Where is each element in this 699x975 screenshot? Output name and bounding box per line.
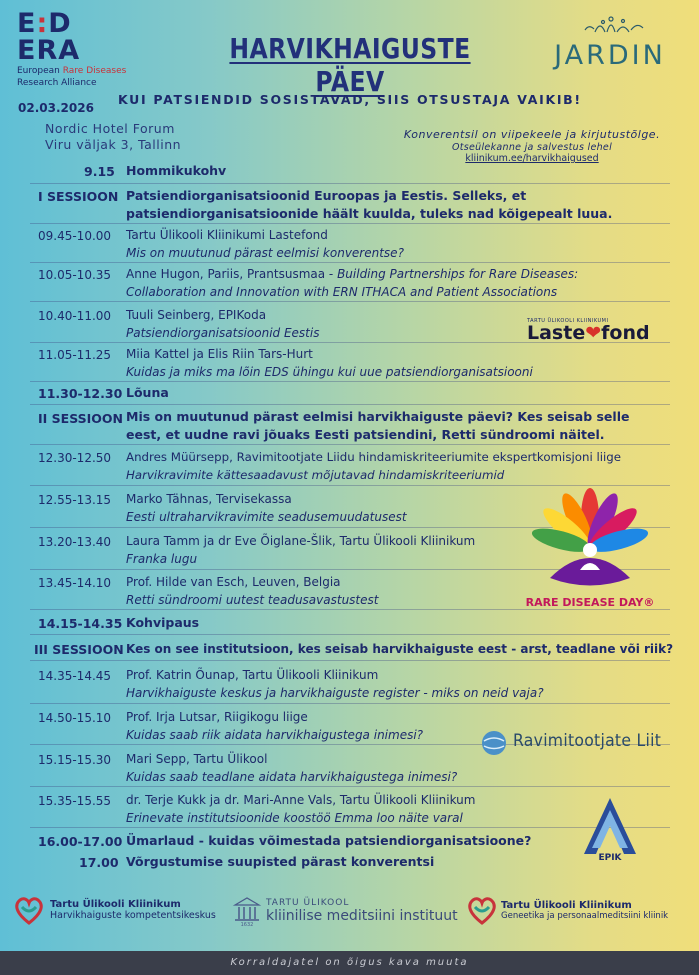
schedule-time: 14.35-14.45 bbox=[38, 669, 112, 683]
divider bbox=[30, 827, 670, 828]
divider bbox=[30, 262, 670, 263]
subtitle: KUI PATSIENDID SOSISTAVAD, SIIS OTSUSTAJA VAIKIB! bbox=[118, 92, 582, 107]
schedule-time: 11.05-11.25 bbox=[38, 348, 112, 362]
globe-icon bbox=[480, 729, 508, 757]
session-label: I SESSIOON bbox=[38, 189, 119, 204]
schedule-time: 13.45-14.10 bbox=[38, 576, 112, 590]
schedule-item: Prof. Katrin Õunap, Tartu Ülikooli Kliinikum Harvikhaiguste keskus ja harvikhaiguste register - miks on neid vaja? bbox=[126, 668, 544, 700]
jardin-logo: JARDIN bbox=[545, 14, 675, 71]
session-label: II SESSIOON bbox=[38, 411, 124, 426]
session-title: Kes on see institutsioon, kes seisab harvikhaiguste eest - arst, teadlane või riik? bbox=[126, 642, 674, 656]
epik-mountain-icon bbox=[580, 796, 640, 862]
schedule-item: Tartu Ülikooli Kliinikumi Lastefond Mis on muutunud pärast eelmisi konverentse? bbox=[126, 228, 404, 260]
schedule-time: 15.15-15.30 bbox=[38, 753, 112, 767]
footer-logo-geneetika: Tartu Ülikooli Kliinikum Geneetika ja personaalmeditsiini kliinik bbox=[465, 895, 668, 925]
divider bbox=[30, 703, 670, 704]
session-title: Patsiendiorganisatsioonid Euroopas ja Eestis. Selleks, et patsiendiorganisatsioonide häält kuulda, tuleks nad kõigepealt luua. bbox=[126, 188, 613, 221]
divider bbox=[30, 634, 670, 635]
schedule-item: Prof. Irja Lutsar, Riigikogu liige Kuidas saab riik aidata harvikhaigustega inimesi? bbox=[126, 710, 424, 742]
divider bbox=[30, 404, 670, 405]
divider bbox=[30, 485, 670, 486]
schedule-time: 09.45-10.00 bbox=[38, 229, 112, 243]
schedule-time: 10.40-11.00 bbox=[38, 309, 112, 323]
schedule-item: Marko Tähnas, Tervisekassa Eesti ultraharvikravimite seadusemuudatusest bbox=[126, 492, 407, 524]
page-title: HARVIKHAIGUSTE PÄEV bbox=[229, 32, 471, 98]
schedule-title: Lõuna bbox=[126, 385, 169, 400]
jardin-ornament-icon bbox=[545, 14, 675, 36]
divider bbox=[30, 183, 670, 184]
venue: Nordic Hotel Forum Viru väljak 3, Tallinn bbox=[45, 121, 182, 152]
heart-ribbon-icon bbox=[465, 895, 499, 925]
schedule-item: Tuuli Seinberg, EPIKoda Patsiendiorganisatsioonid Eestis bbox=[126, 308, 320, 340]
heart-icon: ❤ bbox=[585, 322, 602, 344]
divider bbox=[30, 381, 670, 382]
schedule-time: 10.05-10.35 bbox=[38, 268, 112, 282]
schedule-item: Laura Tamm ja dr Eve Õiglane-Šlik, Tartu Ülikooli Kliinikum Franka lugu bbox=[126, 534, 476, 566]
schedule-time: 11.30-12.30 bbox=[38, 386, 123, 401]
schedule-title: Võrgustumise suupisted pärast konverentsi bbox=[126, 854, 435, 869]
schedule-time: 16.00-17.00 bbox=[38, 834, 123, 849]
schedule-title: Kohvipaus bbox=[126, 615, 200, 630]
divider bbox=[30, 444, 670, 445]
schedule-time: 12.30-12.50 bbox=[38, 451, 112, 465]
schedule-time: 15.35-15.55 bbox=[38, 794, 112, 808]
session-label: III SESSIOON bbox=[34, 642, 124, 657]
ravimitootjate-liit-logo: Ravimitootjate Liit bbox=[480, 729, 680, 757]
schedule-time: 13.20-13.40 bbox=[38, 535, 112, 549]
schedule-time: 12.55-13.15 bbox=[38, 493, 112, 507]
divider bbox=[30, 786, 670, 787]
hands-icon bbox=[520, 488, 660, 596]
epik-logo bbox=[580, 796, 640, 862]
university-building-icon bbox=[232, 895, 262, 927]
schedule-title: Ümarlaud - kuidas võimestada patsiendiorganisatsioone? bbox=[126, 833, 532, 848]
session-title: Mis on muutunud pärast eelmisi harvikhaiguste päevi? Kes seisab selle eest, et uudne ravi jõuaks Eesti patsiendini, Retti sündroomi näitel. bbox=[126, 409, 630, 442]
schedule-item: Miia Kattel ja Elis Riin Tars-Hurt Kuidas ja miks ma lõin EDS ühingu kui uue patsiendiorganisatsiooni bbox=[126, 347, 533, 379]
stream-link[interactable]: kliinikum.ee/harvikhaigused bbox=[465, 153, 599, 164]
interpretation-note: Konverentsil on viipekeele ja kirjutustõlge. Otseülekanne ja salvestus lehel kliinikum.ee/harvikhaigused bbox=[382, 128, 682, 164]
schedule-time: 17.00 bbox=[79, 855, 119, 870]
divider bbox=[30, 223, 670, 224]
svg-text:EPIK: EPIK bbox=[598, 853, 622, 862]
rare-disease-day-logo: RARE DISEASE DAY® bbox=[520, 488, 660, 618]
schedule-time: 14.50-15.10 bbox=[38, 711, 112, 725]
divider bbox=[30, 301, 670, 302]
schedule-item: Mari Sepp, Tartu Ülikool Kuidas saab teadlane aidata harvikhaigustega inimesi? bbox=[126, 752, 458, 784]
schedule-title: Hommikukohv bbox=[126, 163, 227, 178]
schedule-item: Prof. Hilde van Esch, Leuven, Belgia Retti sündroomi uutest teadusavastustest bbox=[126, 575, 379, 607]
schedule-time: 9.15 bbox=[84, 164, 115, 179]
heart-ribbon-icon bbox=[12, 895, 46, 925]
erda-logo: E:D ERA European Rare Diseases Research Alliance bbox=[17, 8, 127, 88]
event-date: 02.03.2026 bbox=[18, 101, 94, 115]
schedule-item: Anne Hugon, Pariis, Prantsusmaa - Building Partnerships for Rare Diseases: Collaboration and Innovation with ERN ITHACA and Patient Associations bbox=[126, 267, 579, 299]
schedule-item: dr. Terje Kukk ja dr. Mari-Anne Vals, Tartu Ülikooli Kliinikum Erinevate institutsioonide koostöö Emma loo näite varal bbox=[126, 793, 476, 825]
schedule-item: Andres Müürsepp, Ravimitootjate Liidu hindamiskriteeriumite ekspertkomisjoni liige Harvikravimite kättesaadavust mõjutavad hindamiskriteeriumid bbox=[126, 450, 622, 482]
divider bbox=[30, 660, 670, 661]
footer-logo-tartu-ulikool: 1632 TARTU ÜLIKOOL kliinilise meditsiini instituut bbox=[232, 895, 458, 927]
lastefond-logo: TARTU ÜLIKOOLI KLIINIKUMI Laste❤fond bbox=[527, 318, 650, 344]
svg-text:1632: 1632 bbox=[240, 922, 254, 927]
footer-disclaimer: Korraldajatel on õigus kava muuta bbox=[0, 951, 699, 975]
schedule-time: 14.15-14.35 bbox=[38, 616, 123, 631]
footer-logo-kliinikum: Tartu Ülikooli Kliinikum Harvikhaiguste kompetentsikeskus bbox=[12, 895, 216, 925]
